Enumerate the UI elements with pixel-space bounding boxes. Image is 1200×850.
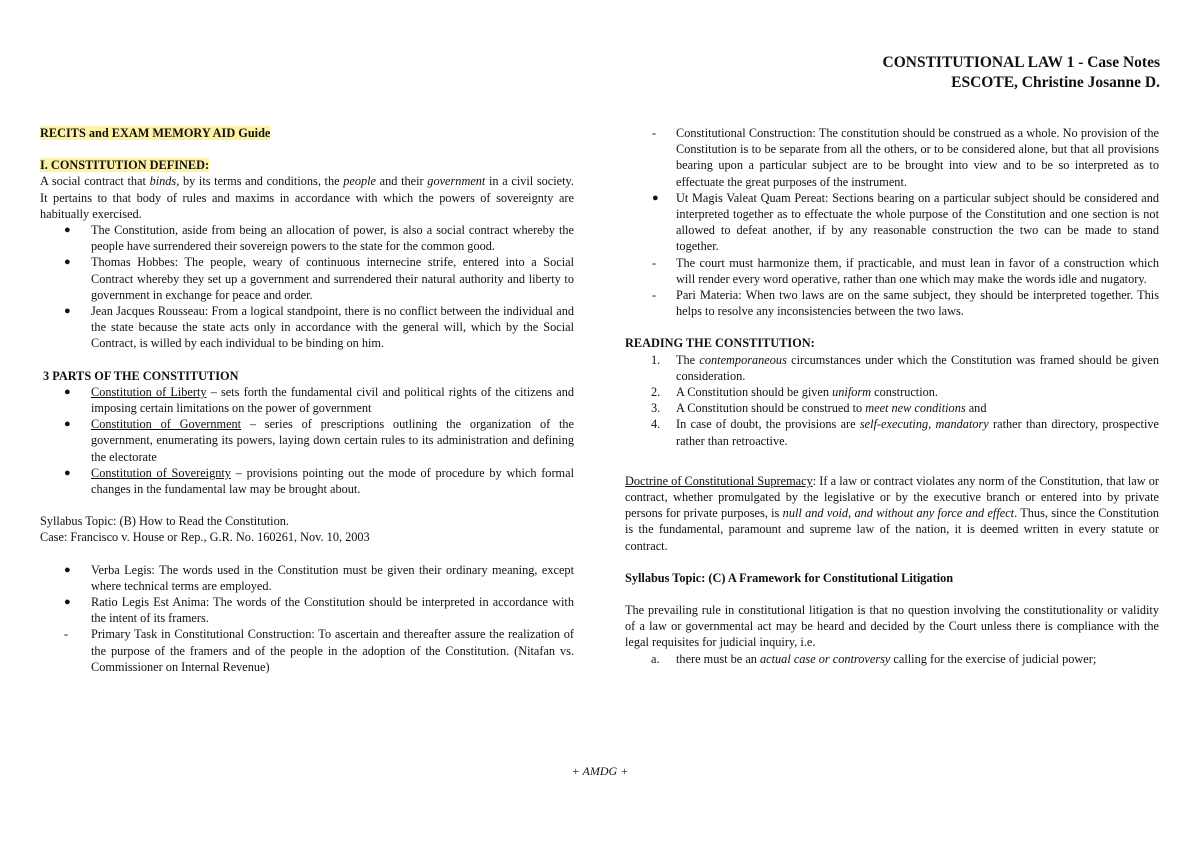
list-item: 2. A Constitution should be given uniform construction.: [651, 385, 938, 400]
bullet-marker: ●: [64, 224, 71, 237]
list-item: ● Ut Magis Valeat Quam Pereat: Sections bearing on a particular subject should be considered and interpreted together as to effectuate the whole purpose of the Constitution and one section is not allowed to defeat another, if by any reasonable construction the two can be made to stand together.: [652, 190, 1159, 254]
header-author: ESCOTE, Christine Josanne D.: [951, 74, 1160, 91]
list-item: - The court must harmonize them, if practicable, and must lean in favor of a construction which will render every word operative, rather than one which may make the words idle and nugatory.: [652, 255, 1159, 286]
list-item: a. there must be an actual case or controversy calling for the exercise of judicial power;: [651, 651, 1097, 666]
list-item: ● Verba Legis: The words used in the Constitution must be given their ordinary meaning, except where technical terms are employed.: [64, 562, 574, 593]
bullet-marker: ●: [64, 418, 71, 431]
bullet-marker: ●: [64, 563, 71, 576]
case-citation: Case: Francisco v. House or Rep., G.R. No. 160261, Nov. 10, 2003: [40, 530, 370, 545]
bullet-marker: ●: [64, 596, 71, 609]
guide-title: RECITS and EXAM MEMORY AID Guide: [40, 126, 271, 140]
list-item: ● Constitution of Sovereignty – provisions pointing out the mode of procedure by which formal changes in the fundamental law may be brought about.: [64, 465, 574, 497]
list-item: ● Constitution of Liberty – sets forth the fundamental civil and political rights of the citizens and imposing certain limitations on the power of government: [64, 384, 574, 416]
page-footer: + AMDG +: [571, 764, 629, 778]
bullet-marker: ●: [64, 385, 71, 398]
list-item: ● Ratio Legis Est Anima: The words of the Constitution should be interpreted in accordance with the intent of its framers.: [64, 595, 574, 626]
list-item: ● Jean Jacques Rousseau: From a logical standpoint, there is no conflict between the individual and the state because the state acts only in accordance with the general will, which by the Social Contract, is willed by each individual to be binding on him.: [64, 304, 574, 351]
number-marker: 4.: [651, 417, 661, 432]
dash-marker: -: [652, 255, 657, 270]
section-heading-three-parts: 3 PARTS OF THE CONSTITUTION: [43, 368, 239, 383]
list-item: ● Constitution of Government – series of prescriptions outlining the organization of the government, enumerating its powers, laying down certain rules to its administration and defining the electorate: [64, 417, 574, 464]
right-column: [625, 125, 1159, 667]
doctrine-supremacy: Doctrine of Constitutional Supremacy: If a law or contract violates any norm of the Constitution, that law or contract, whether promulgated by the legislative or by the executive branch or entered into by private persons for private purposes, is null and void, and without any force and effect. Thus, since the Constitution is the fundamental, paramount and supreme law of the nation, it is deemed written in every statute or contract.: [625, 473, 1159, 553]
syllabus-topic-b: Syllabus Topic: (B) How to Read the Constitution.: [40, 514, 289, 529]
list-item: ● Thomas Hobbes: The people, weary of continuous internecine strife, entered into a Social Contract whereby they set up a government and surrendered their natural authority and liberty to government in exchange for peace and order.: [64, 255, 574, 302]
dash-marker: -: [652, 126, 657, 140]
dash-marker: -: [652, 288, 657, 303]
list-item: 4. In case of doubt, the provisions are self-executing, mandatory rather than directory, prospective rather than retroactive.: [651, 417, 1160, 448]
letter-marker: a.: [651, 651, 660, 666]
section-heading-reading: READING THE CONSTITUTION:: [625, 336, 815, 351]
list-item: 1. The contemporaneous circumstances under which the Constitution was framed should be given consideration.: [651, 352, 1159, 383]
number-marker: 2.: [651, 385, 661, 400]
syllabus-topic-c: Syllabus Topic: (C) A Framework for Constitutional Litigation: [625, 570, 954, 585]
header-course-title: CONSTITUTIONAL LAW 1 - Case Notes: [882, 54, 1160, 71]
page-header: [883, 53, 1160, 93]
bullet-marker: ●: [64, 305, 71, 318]
number-marker: 3.: [651, 401, 661, 416]
list-item: - Pari Materia: When two laws are on the same subject, they should be interpreted together. This helps to resolve any inconsistencies between the two laws.: [652, 288, 1159, 319]
bullet-marker: ●: [64, 256, 71, 269]
constitution-definition: A social contract that binds, by its terms and conditions, the people and their government in a civil society. It pertains to that body of rules and maxims in accordance with which the powers of sovereignty are habitually exercised.: [40, 174, 574, 221]
number-marker: 1.: [651, 352, 661, 367]
section-heading-constitution-defined: I. CONSTITUTION DEFINED: [40, 158, 206, 173]
list-item: - Constitutional Construction: The constitution should be construed as a whole. No provision of the Constitution is to be separate from all the others, or to be considered alone, but that all provisions bearing upon a particular subject are to be brought into view and to be so interpreted as to effectuate the great purposes of the instrument.: [652, 126, 1159, 189]
list-item: 3. A Constitution should be construed to meet new conditions and: [651, 401, 987, 416]
prevailing-rule: The prevailing rule in constitutional litigation is that no question involving the constitutionality or validity of a law or governmental act may be heard and decided by the Court unless there is compliance with the legal requisites for judicial inquiry, i.e.: [625, 603, 1159, 650]
bullet-marker: ●: [64, 466, 71, 479]
bullet-marker: ●: [652, 191, 659, 204]
dash-marker: -: [64, 627, 69, 642]
list-item: - Primary Task in Constitutional Construction: To ascertain and thereafter assure the realization of the purpose of the framers and of the people in the adoption of the Constitution. (Nitafan vs. Commissioner on Internal Revenue): [64, 627, 574, 674]
left-column: RECITS and EXAM MEMORY AID Guide I. CONSTITUTION DEFINED: A social contract that binds, by its terms and conditions, the people and their government in a civil society. It pertains to that body of rules and maxims in accordance with which the powers of sovereignty are habitually exercised. ● The Constitution, aside from being an allocation of power, is also a social contract whereby the people have surrendered their sovereign powers to the state for the common good. ● Thomas Hobbes: The people, weary of continuous internecine strife, entered into a Social Contract whereby they set up a government and surrendered their natural authority and liberty to government in exchange for peace and order. ● Jean Jacques Rousseau: From a logical standpoint, there is no conflict between the individual and the state because the state acts only in accordance with the general will, which by the Social Contract, is willed by each individual to be binding on him. 3 PARTS OF THE CONSTITUTION ● Constitution of Liberty – sets forth the fundamental civil and political rights of the citizens and imposing certain limitations on the power of government ● Constitution of Government – series of prescriptions outlining the organization of the government, enumerating its powers, laying down certain rules to its administration and defining the electorate ● Constitution of Sovereignty – provisions pointing out the mode of procedure by which formal changes in the fundamental law may be brought about. Syllabus Topic: (B) How to Read the Constitution. Case: Francisco v. House or Rep., G.R. No. 160261, Nov. 10, 2003 ● Verba Legis: The words used in the Constitution must be given their ordinary meaning, except where technical terms are employed. ● Ratio Legis Est Anima: The words of the Constitution should be interpreted in accordance with the intent of its framers. - Primary Task in Constitutional Construction: To ascertain and thereafter assure the realization of the purpose of the framers and of the people in the adoption of the Constitution. (Nitafan vs. Commissioner on Internal Revenue): [40, 126, 574, 674]
list-item: ● The Constitution, aside from being an allocation of power, is also a social contract whereby the people have surrendered their sovereign powers to the state for the common good.: [64, 223, 574, 254]
